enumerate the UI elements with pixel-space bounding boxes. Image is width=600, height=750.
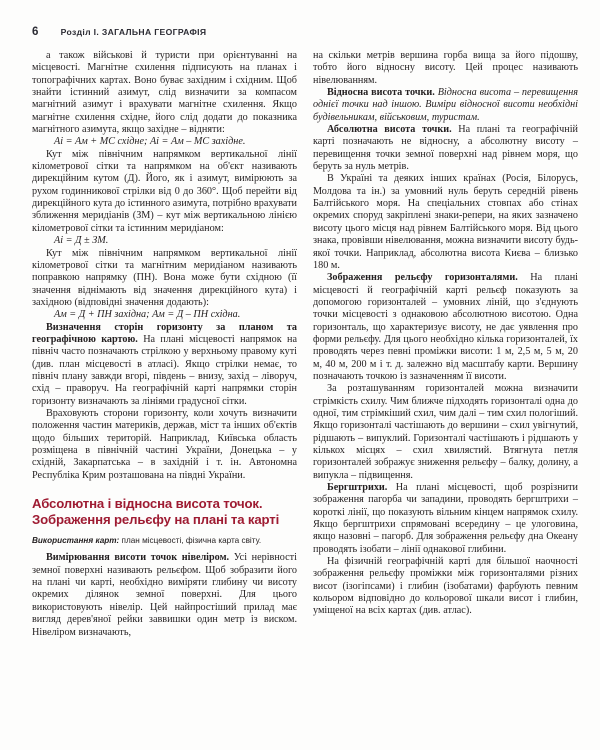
paragraph-text: Кут між північним напрямком вертикальної лінії кілометрової сітки та магнітним меридіаном називають поправкою напрямку (ПН). Вона може бути східною (її значення віднімають від значення дирекційного кута) і західною (відповідні значення додають): — [32, 247, 297, 308]
paragraph-colour-scale — [313, 556, 578, 618]
paragraph-lead-in: Вимірювання висоти точок нівеліром. — [46, 552, 230, 564]
formula-text: Аі = Ам + МС східне; Аі = Ам – МС західне. — [54, 136, 246, 148]
formula-direction-correction — [32, 309, 297, 321]
formula-text: Аі = Д ± ЗМ. — [54, 235, 109, 247]
running-head — [32, 26, 568, 42]
paragraph-text: На плані та географічній карті позначають не відносну, а абсолютну висоту – перевищення точки земної поверхні над рівнем моря, що беруть за нуль метрів. — [313, 124, 578, 173]
paragraph-regions-example — [32, 408, 297, 482]
paragraph-absolute-height — [313, 124, 578, 173]
paragraph-text: Відносна висота – перевищення однієї точки над іншою. Виміри відносної висоти необхідні будівельникам, військовим, туристам. — [313, 87, 578, 123]
paragraph-slope-steepness — [313, 383, 578, 482]
paragraph-continuation — [32, 50, 297, 136]
paragraph-contour-lines — [313, 272, 578, 383]
paragraph-text: Усі нерівності земної поверхні називають рельєфом. Щоб зобразити його на плані чи карті, необхідно виміряти глибину чи висоту окремих ділянок земної поверхні. Для цього використовують нівелір. Цей найпростіший прилад має вигляд дерев'яної рейки заввишки один метр із виском. Нівеліром визначають, — [32, 552, 297, 638]
formula-meridian-convergence — [32, 235, 297, 247]
left-column — [32, 50, 297, 639]
paragraph-text: В Україні та деяких інших країнах (Росія, Білорусь, Молдова та ін.) за умовний нуль беруть середній рівень Балтійського моря. На спеціальних стовпах або стінах окремих споруд закріплені знаки-репери, на яких зазначено висоту цього місця над рівнем Балтійського моря. Від цього знака, провівши нівелювання, можна визначити висоту будь-якої точки. Наприклад, абсолютна висота Києва – близько 180 м. — [313, 173, 578, 271]
paragraph-relative-height — [313, 87, 578, 124]
maps-note-value: план місцевості, фізична карта світу. — [119, 536, 262, 546]
right-column — [313, 50, 578, 618]
paragraph-continuation — [313, 50, 578, 87]
paragraph-cardinal-directions — [32, 322, 297, 408]
paragraph-lead-in: Бергштрихи. — [327, 482, 388, 494]
chapter-title: Розділ I. ЗАГАЛЬНА ГЕОГРАФІЯ — [60, 27, 207, 37]
paragraph-text: Кут між північним напрямком вертикальної лінії кілометрової сітки та напрямком на об'єкт називають дирекційним кутом (Д). Його, як і азимут, вимірюють за рухом годинникової стрілки від 0 до 360°. Щоб перейти від дирекційного кута до істинного азимута, потрібно врахувати зближення меридіанів (ЗМ) – кут між вертикальною лінією кілометрової сітки та істинним меридіаном: — [32, 148, 297, 234]
section-maps-note — [32, 535, 297, 546]
formula-text: Ам = Д + ПН західна; Ам = Д – ПН східна. — [54, 309, 241, 321]
paragraph-text: Враховують сторони горизонту, коли хочуть визначити положення частин материків, держав, міст та інших об'єктів щодо більших територій. Наприклад, Київська область розміщена в північній частині України, Донецька – у східній, Закарпатська – в західній і т. ін. Автономна Республіка Крим розташована на півдні України. — [32, 407, 297, 481]
paragraph-text: а також військові й туристи при орієнтуванні на місцевості. Магнітне схилення підписують на планах і топографічних картах. Воно буває західним і східним. Щоб знайти істинний азимут, слід визначити за компасом магнітний азимут і врахувати магнітне схилення. Якщо магнітне схилення східне, його слід додати до показника магнітного азимута, якщо західне – відняти: — [32, 50, 297, 136]
paragraph-text: На плані місцевості, щоб розрізнити зображення пагорба чи западини, проводять бергштрихи – короткі лінії, що показують вільним кінцем напрямок схилу. Якщо бергштрихи спрямовані всередину – це улоговина, якщо назовні – пагорб. Для зображення рельєфу дна Океану проводять ізобати – лінії однакової глибини. — [313, 482, 578, 555]
paragraph-lead-in: Абсолютна висота точки. — [327, 124, 452, 136]
body-columns — [32, 50, 582, 740]
paragraph-hachures — [313, 482, 578, 556]
paragraph-directional-angle — [32, 149, 297, 235]
paragraph-lead-in: Визначення сторін горизонту за планом та географічною картою. — [32, 321, 297, 345]
paragraph-text: За розташуванням горизонталей можна визначити стрімкість схилу. Чим ближче підходять горизонталі одна до одної, тим стрімкіший схил, чим далі – тим схил пологіший. Якщо горизонталі частішають до вершини – схил увігнутий, рідшають – випуклий. Горизонталі частішають і рідшають у кількох місцях – схил хвилястий. Втягнута петля горизонталей зображує зниження рельєфу – балку, долину, а випукла – підвищення. — [313, 383, 578, 481]
paragraph-text: На плані місцевості напрямок на північ часто позначають стрілкою у верхньому правому куті (див. план місцевості в атласі). Якщо стрілки немає, то північ плану завжди вгорі, південь – внизу, захід – ліворуч, схід – праворуч. На географічній карті напрямки сторін горизонту визначають за лініями градусної сітки. — [32, 333, 297, 407]
paragraph-baltic-datum — [313, 173, 578, 272]
paragraph-level-measurement — [32, 552, 297, 638]
paragraph-direction-correction — [32, 248, 297, 310]
paragraph-text: На фізичній географічній карті для більшої наочності зображення рельєфу проміжки між горизонталями різних висот (ізогіпсами) і глибин (ізобатами) фарбують певним кольором відповідно до кольорової шкали висот і глибин, уміщеної на всіх картах (див. атлас). — [313, 556, 578, 617]
section-heading: Абсолютна і відносна висота точок. Зображення рельєфу на плані та карті — [32, 496, 280, 528]
paragraph-text: на скільки метрів вершина горба вища за його підошву, тобто його відносну висоту. Цей процес називають нівелюванням. — [313, 50, 578, 86]
maps-note-label: Використання карт: — [32, 536, 120, 546]
paragraph-text: На плані місцевості й географічній карті рельєф показують за допомогою горизонталей – умовних ліній, що з'єднують точки місцевості з однаковою абсолютною висотою. Одна горизонталь, що характеризує висоту, не дає уявлення про форми рельєфу. Для цього необхідно кілька горизонталей, їх проводять через певні проміжки висоти: 1 м, 2,5 м, 5 м, 20 м, 40 м, 200 м і т. д. залежно від масштабу карти. Вершину позначають точкою із зазначенням її висоти. — [313, 272, 578, 382]
paragraph-lead-in: Зображення рельєфу горизонталями. — [327, 272, 518, 284]
formula-true-azimuth — [32, 136, 297, 148]
paragraph-lead-in: Відносна висота точки. — [327, 87, 435, 99]
page-number: 6 — [32, 26, 39, 38]
